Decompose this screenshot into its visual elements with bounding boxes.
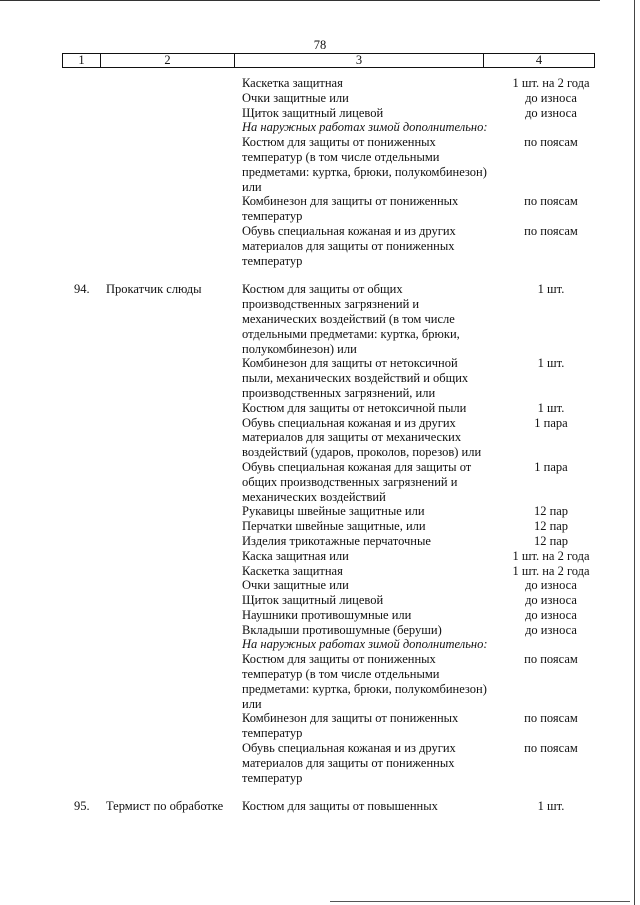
ppe-item <box>242 741 578 785</box>
ppe-item-norm: 12 пар <box>533 533 569 548</box>
ppe-item <box>242 711 578 741</box>
ppe-item-name: Щиток защитный лицевой <box>242 593 384 608</box>
ppe-item-norm: по поясам <box>524 223 578 238</box>
ppe-item-norm: по поясам <box>524 194 578 209</box>
ppe-item-name: Наушники противошумные или <box>242 607 412 622</box>
ppe-item <box>242 504 569 519</box>
ppe-item <box>242 652 578 711</box>
ppe-item <box>242 607 577 623</box>
ppe-item <box>242 593 577 608</box>
ppe-item <box>242 519 569 534</box>
scan-edge-right <box>634 0 635 905</box>
ppe-item-norm: до износа <box>525 105 577 120</box>
ppe-item <box>242 105 577 121</box>
ppe-items <box>242 282 590 785</box>
ppe-item-name: Каскетка защитная <box>242 563 343 578</box>
ppe-item-name: Перчатки швейные защитные, или <box>242 519 426 534</box>
ppe-item-name: Вкладыши противошумные (беруши) <box>242 622 442 637</box>
ppe-item-name: Изделия трикотажные перчаточные <box>242 533 431 548</box>
table-row <box>62 282 595 785</box>
ppe-item-name: Обувь специальная кожаная и из других материалов для защиты от пониженных температур <box>242 223 456 268</box>
ppe-item-name: Костюм для защиты от пониженных температур (в том числе отдельными предметами: куртка, брюки, полукомбинезон) или <box>242 652 487 711</box>
ppe-item-name: Каска защитная или <box>242 548 349 563</box>
ppe-item-name: Очки защитные или <box>242 90 349 105</box>
ppe-item <box>242 459 568 504</box>
ppe-item <box>242 622 577 638</box>
scan-edge-top <box>0 0 600 1</box>
ppe-item-name: Очки защитные или <box>242 578 349 593</box>
ppe-item-name: Рукавицы швейные защитные или <box>242 504 425 519</box>
header-col-1: 1 <box>63 54 101 67</box>
ppe-item-norm: 12 пар <box>533 504 569 519</box>
ppe-item-name: Комбинезон для защиты от нетоксичной пыли, механических воздействий и общих производственных загрязнений, или <box>242 356 469 400</box>
table-row <box>62 799 595 814</box>
table-header <box>62 53 595 68</box>
ppe-item-norm: 1 шт. на 2 года <box>512 548 590 563</box>
ppe-item-norm: 1 шт. на 2 года <box>512 76 590 90</box>
ppe-item <box>242 563 590 579</box>
ppe-item <box>242 548 590 564</box>
ppe-item-name: Костюм для защиты от повышенных <box>242 799 438 814</box>
ppe-item-name: Обувь специальная кожаная для защиты от общих производственных загрязнений и механических воздействий <box>242 459 472 504</box>
ppe-item-norm: 12 пар <box>533 519 569 534</box>
profession-name: Термист по обработке <box>106 799 224 814</box>
row-gap <box>62 785 595 799</box>
ppe-item-name: Костюм для защиты от пониженных температур (в том числе отдельными предметами: куртка, брюки, полукомбинезон) или <box>242 135 487 194</box>
scan-edge-bottom <box>330 901 630 902</box>
ppe-item <box>242 578 577 593</box>
ppe-item <box>242 415 568 460</box>
ppe-item-norm: до износа <box>525 578 577 593</box>
ppe-item-name: Обувь специальная кожаная и из других материалов для защиты от пониженных температур <box>242 741 456 785</box>
ppe-item-norm: до износа <box>525 90 577 105</box>
table-row <box>62 76 595 268</box>
page-number: 78 <box>313 38 327 52</box>
ppe-item <box>242 135 578 194</box>
ppe-item-norm: 1 шт. <box>537 400 565 415</box>
ppe-note: На наружных работах зимой дополнительно: <box>242 637 488 652</box>
ppe-item <box>242 194 578 224</box>
ppe-item-name: Костюм для защиты от нетоксичной пыли <box>242 400 467 415</box>
row-gap <box>62 268 595 282</box>
row-number: 94. <box>74 282 90 297</box>
ppe-item <box>242 282 565 356</box>
ppe-item-norm: до износа <box>525 622 577 637</box>
ppe-item <box>242 533 569 549</box>
ppe-item <box>242 637 490 652</box>
ppe-item-norm: 1 шт. <box>537 356 565 371</box>
ppe-item-norm: 1 шт. <box>537 282 565 297</box>
ppe-item <box>242 76 590 91</box>
ppe-item-norm: по поясам <box>524 741 578 756</box>
ppe-item-name: Комбинезон для защиты от пониженных температур <box>242 711 459 741</box>
ppe-item <box>242 799 565 814</box>
ppe-item-norm: 1 шт. <box>537 799 565 814</box>
ppe-item <box>242 90 577 106</box>
ppe-item <box>242 400 565 416</box>
ppe-item-name: Обувь специальная кожаная и из других материалов для защиты от механических воздействий (ударов, проколов, порезов) или <box>242 415 482 460</box>
ppe-item-norm: 1 пара <box>534 415 568 430</box>
ppe-item-norm: по поясам <box>524 652 578 667</box>
ppe-item-name: Щиток защитный лицевой <box>242 105 384 120</box>
ppe-note: На наружных работах зимой дополнительно: <box>242 120 488 135</box>
header-col-3: 3 <box>235 54 484 67</box>
row-number: 95. <box>74 799 90 814</box>
ppe-item <box>242 223 578 268</box>
ppe-item-norm: до износа <box>525 593 577 608</box>
ppe-item <box>242 356 565 400</box>
header-col-2: 2 <box>101 54 235 67</box>
ppe-item-norm: по поясам <box>524 711 578 726</box>
ppe-items <box>242 799 565 814</box>
ppe-items <box>242 76 590 268</box>
profession-name: Прокатчик слюды <box>106 282 202 297</box>
ppe-item-norm: 1 пара <box>534 459 568 474</box>
ppe-item-norm: по поясам <box>524 135 578 150</box>
table-body <box>62 76 595 814</box>
ppe-item <box>242 120 490 135</box>
ppe-item-name: Костюм для защиты от общих производственных загрязнений и механических воздействий (в том числе отдельными предметами: куртка, брюки, полукомбинезон) или <box>242 282 460 356</box>
ppe-item-name: Комбинезон для защиты от пониженных температур <box>242 194 459 224</box>
ppe-item-name: Каскетка защитная <box>242 76 343 90</box>
header-col-4: 4 <box>535 53 543 67</box>
ppe-item-norm: до износа <box>525 607 577 622</box>
ppe-item-norm: 1 шт. на 2 года <box>512 563 590 578</box>
